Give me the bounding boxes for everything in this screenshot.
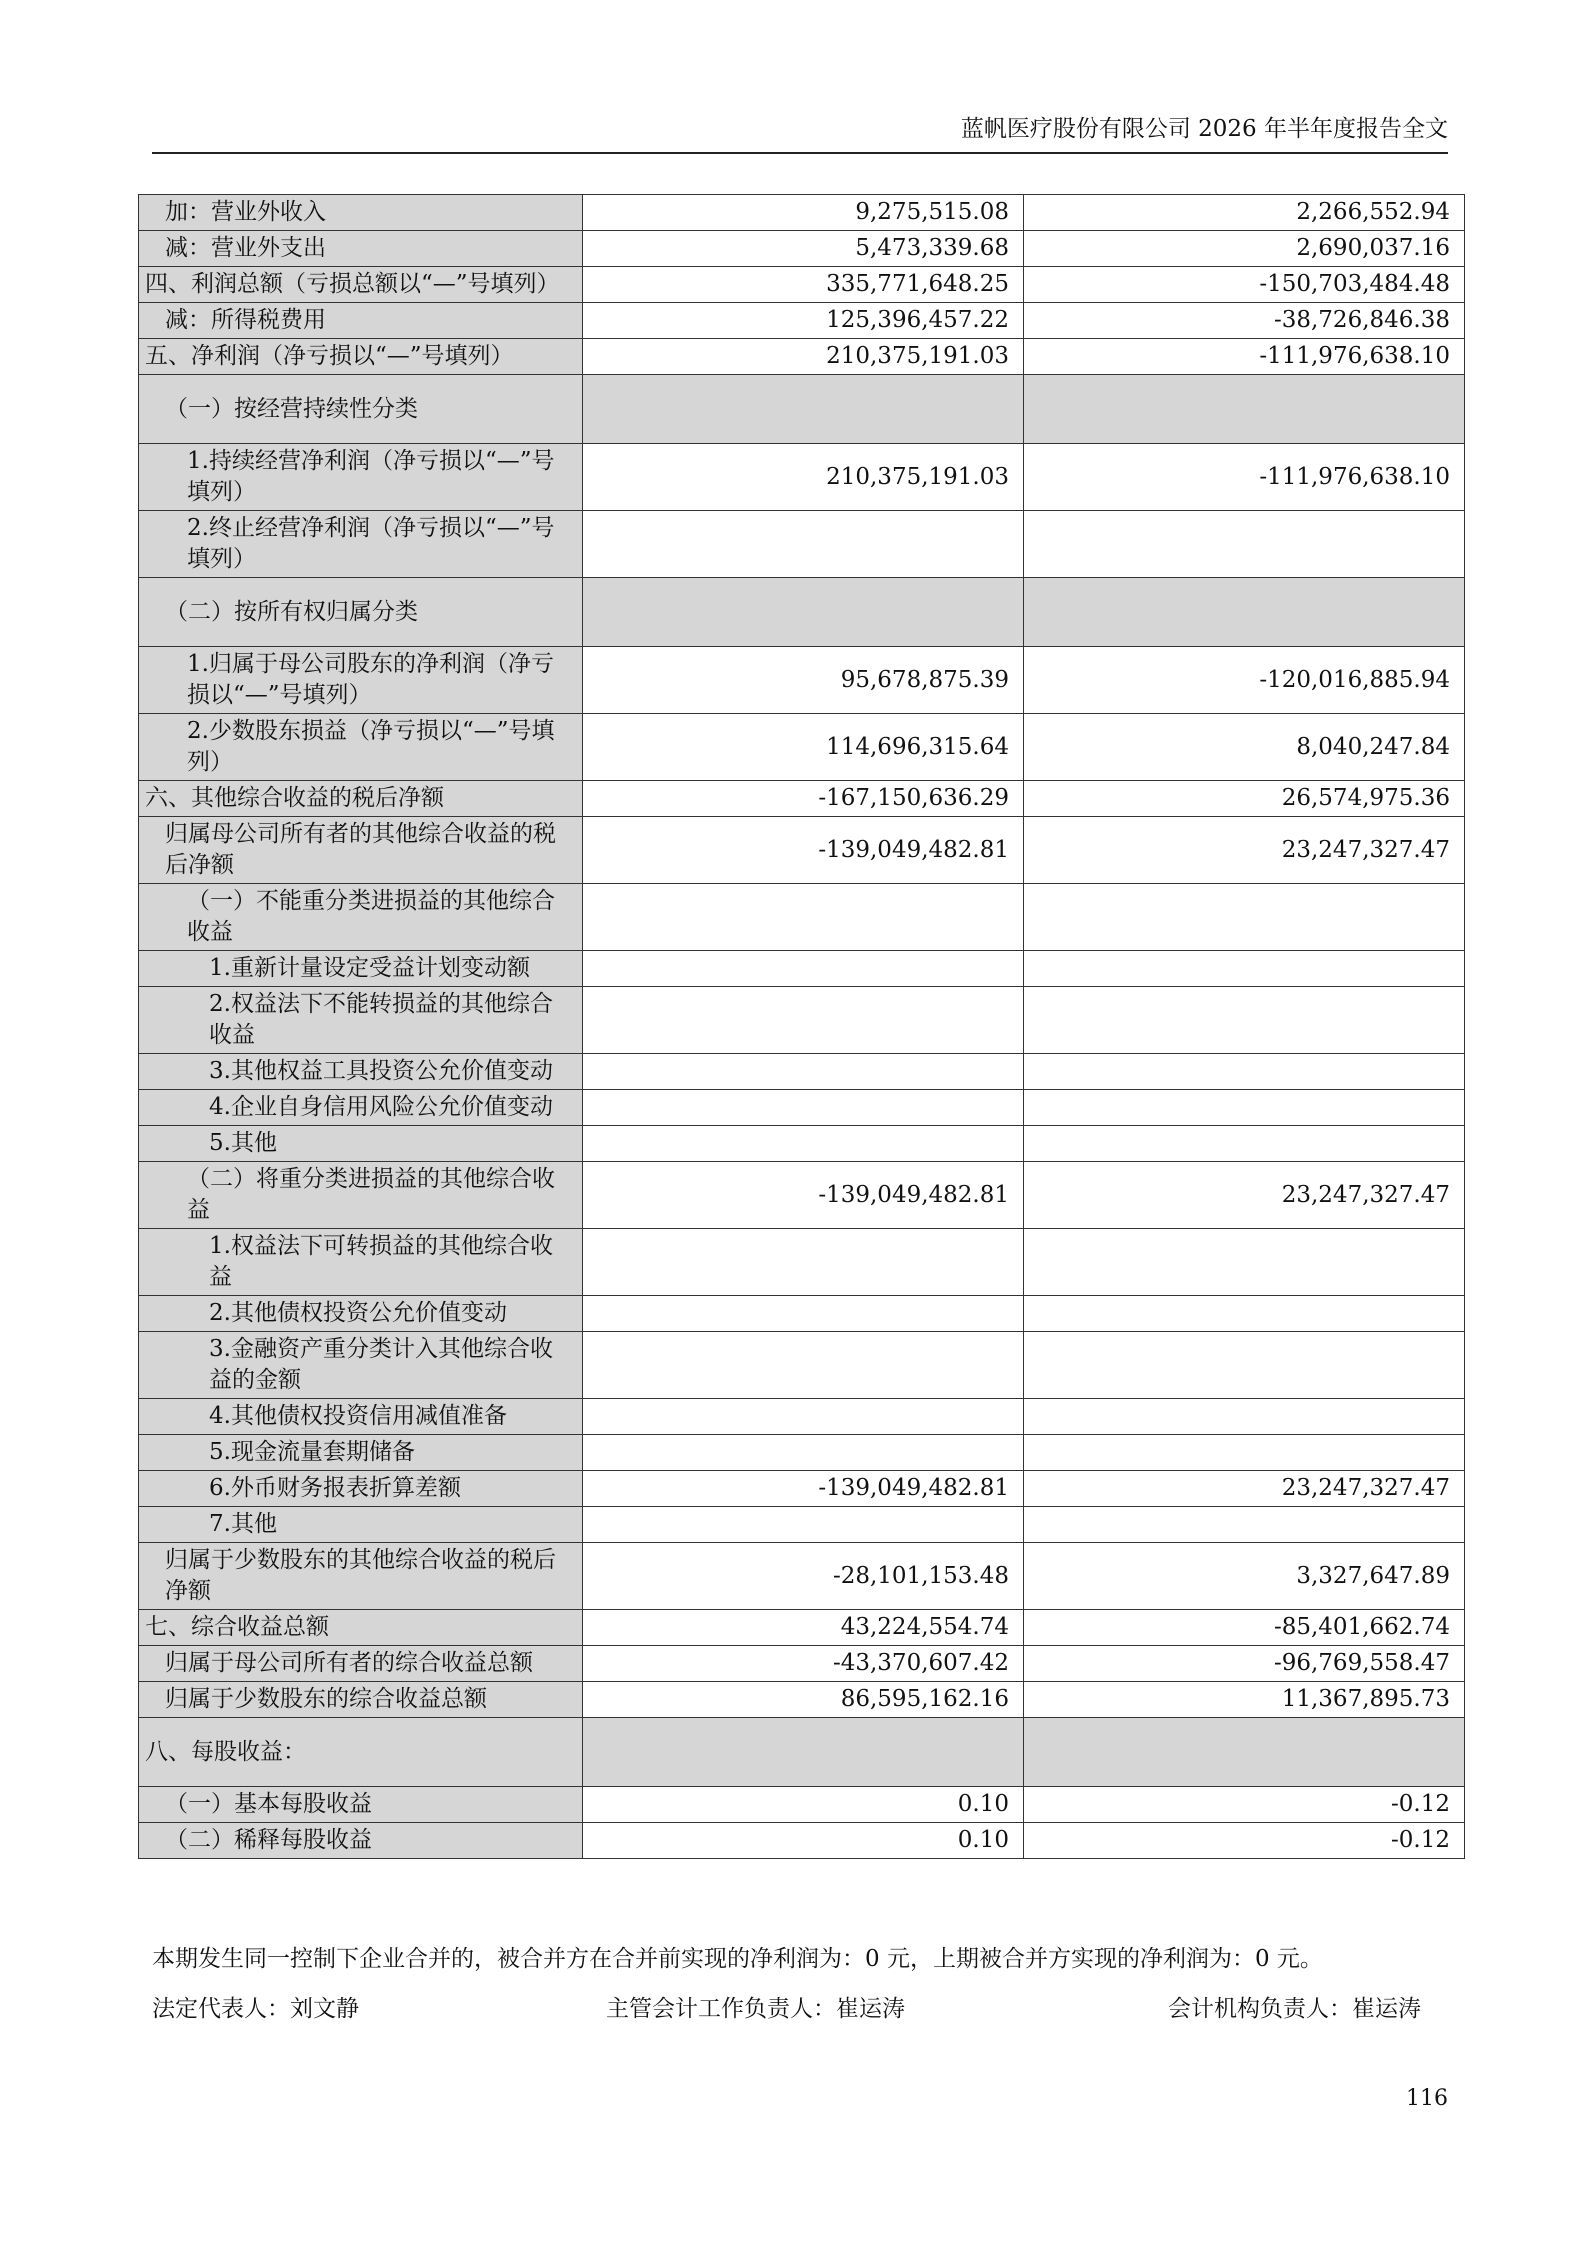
prior-period-value: -111,976,638.10: [1024, 444, 1465, 511]
current-period-value: 0.10: [583, 1787, 1024, 1823]
current-period-value: 5,473,339.68: [583, 231, 1024, 267]
row-label: 1.重新计量设定受益计划变动额: [139, 951, 583, 987]
table-row: [139, 1718, 1465, 1787]
current-period-value: 0.10: [583, 1823, 1024, 1859]
table-row: [139, 1332, 1465, 1399]
current-period-value: [583, 1718, 1024, 1787]
table-row: [139, 339, 1465, 375]
current-period-value: -28,101,153.48: [583, 1543, 1024, 1610]
table-row: [139, 817, 1465, 884]
current-period-value: 86,595,162.16: [583, 1682, 1024, 1718]
current-period-value: -139,049,482.81: [583, 1162, 1024, 1229]
table-row: [139, 1229, 1465, 1296]
table-row: [139, 195, 1465, 231]
row-label: 七、综合收益总额: [139, 1610, 583, 1646]
prior-period-value: 2,266,552.94: [1024, 195, 1465, 231]
row-label: 5.其他: [139, 1126, 583, 1162]
current-period-value: -139,049,482.81: [583, 817, 1024, 884]
current-period-value: -167,150,636.29: [583, 781, 1024, 817]
current-period-value: [583, 1296, 1024, 1332]
current-period-value: [583, 1126, 1024, 1162]
row-label: （一）按经营持续性分类: [139, 375, 583, 444]
table-row: [139, 714, 1465, 781]
current-period-value: 335,771,648.25: [583, 267, 1024, 303]
prior-period-value: 3,327,647.89: [1024, 1543, 1465, 1610]
prior-period-value: [1024, 884, 1465, 951]
accounting-dept-head: 会计机构负责人：崔运涛: [1168, 1996, 1421, 2022]
table-row: [139, 231, 1465, 267]
row-label: 五、净利润（净亏损以“—”号填列）: [139, 339, 583, 375]
prior-period-value: [1024, 1718, 1465, 1787]
current-period-value: [583, 511, 1024, 578]
current-period-value: -43,370,607.42: [583, 1646, 1024, 1682]
table-row: [139, 1682, 1465, 1718]
row-label: 归属于少数股东的综合收益总额: [139, 1682, 583, 1718]
row-label: 八、每股收益：: [139, 1718, 583, 1787]
prior-period-value: [1024, 1229, 1465, 1296]
prior-period-value: [1024, 511, 1465, 578]
merger-note: 本期发生同一控制下企业合并的，被合并方在合并前实现的净利润为：0 元，上期被合并方实现的净利润为：0 元。: [152, 1946, 1323, 1972]
prior-period-value: -0.12: [1024, 1823, 1465, 1859]
table-row: [139, 987, 1465, 1054]
table-row: [139, 1646, 1465, 1682]
row-label: 4.企业自身信用风险公允价值变动: [139, 1090, 583, 1126]
row-label: （一）基本每股收益: [139, 1787, 583, 1823]
prior-period-value: [1024, 375, 1465, 444]
prior-period-value: -96,769,558.47: [1024, 1646, 1465, 1682]
table-row: [139, 1296, 1465, 1332]
table-row: [139, 1471, 1465, 1507]
row-label: 归属母公司所有者的其他综合收益的税后净额: [139, 817, 583, 884]
income-statement-table: [138, 194, 1465, 1859]
row-label: 1.权益法下可转损益的其他综合收益: [139, 1229, 583, 1296]
row-label: 四、利润总额（亏损总额以“—”号填列）: [139, 267, 583, 303]
table-row: [139, 1823, 1465, 1859]
row-label: 加：营业外收入: [139, 195, 583, 231]
prior-period-value: 23,247,327.47: [1024, 1471, 1465, 1507]
table-row: [139, 1435, 1465, 1471]
table-row: [139, 267, 1465, 303]
prior-period-value: [1024, 1090, 1465, 1126]
current-period-value: 125,396,457.22: [583, 303, 1024, 339]
current-period-value: [583, 1229, 1024, 1296]
row-label: （二）将重分类进损益的其他综合收益: [139, 1162, 583, 1229]
row-label: 5.现金流量套期储备: [139, 1435, 583, 1471]
row-label: 归属于少数股东的其他综合收益的税后净额: [139, 1543, 583, 1610]
row-label: 2.终止经营净利润（净亏损以“—”号填列）: [139, 511, 583, 578]
accounting-work-head: 主管会计工作负责人：崔运涛: [606, 1996, 905, 2022]
table-row: [139, 1090, 1465, 1126]
row-label: 2.少数股东损益（净亏损以“—”号填列）: [139, 714, 583, 781]
row-label: 2.其他债权投资公允价值变动: [139, 1296, 583, 1332]
row-label: 六、其他综合收益的税后净额: [139, 781, 583, 817]
prior-period-value: 26,574,975.36: [1024, 781, 1465, 817]
prior-period-value: -150,703,484.48: [1024, 267, 1465, 303]
page-number: 116: [1406, 2086, 1448, 2111]
current-period-value: [583, 1054, 1024, 1090]
row-label: 7.其他: [139, 1507, 583, 1543]
prior-period-value: -38,726,846.38: [1024, 303, 1465, 339]
table-row: [139, 951, 1465, 987]
table-row: [139, 1054, 1465, 1090]
table-row: [139, 781, 1465, 817]
report-header-title: 蓝帆医疗股份有限公司 2026 年半年度报告全文: [960, 116, 1448, 142]
current-period-value: [583, 1435, 1024, 1471]
table-row: [139, 511, 1465, 578]
table-row: [139, 1610, 1465, 1646]
row-label: 1.持续经营净利润（净亏损以“—”号填列）: [139, 444, 583, 511]
prior-period-value: 8,040,247.84: [1024, 714, 1465, 781]
current-period-value: [583, 578, 1024, 647]
row-label: 1.归属于母公司股东的净利润（净亏损以“—”号填列）: [139, 647, 583, 714]
current-period-value: 95,678,875.39: [583, 647, 1024, 714]
current-period-value: [583, 375, 1024, 444]
table-row: [139, 1126, 1465, 1162]
prior-period-value: [1024, 987, 1465, 1054]
prior-period-value: [1024, 1332, 1465, 1399]
row-label: 6.外币财务报表折算差额: [139, 1471, 583, 1507]
row-label: 归属于母公司所有者的综合收益总额: [139, 1646, 583, 1682]
prior-period-value: 11,367,895.73: [1024, 1682, 1465, 1718]
current-period-value: [583, 951, 1024, 987]
row-label: （一）不能重分类进损益的其他综合收益: [139, 884, 583, 951]
table-row: [139, 1787, 1465, 1823]
header-divider: [152, 152, 1448, 154]
prior-period-value: [1024, 1054, 1465, 1090]
current-period-value: 210,375,191.03: [583, 444, 1024, 511]
prior-period-value: 23,247,327.47: [1024, 1162, 1465, 1229]
current-period-value: -139,049,482.81: [583, 1471, 1024, 1507]
current-period-value: 43,224,554.74: [583, 1610, 1024, 1646]
current-period-value: [583, 1090, 1024, 1126]
table-row: [139, 884, 1465, 951]
row-label: 减：所得税费用: [139, 303, 583, 339]
prior-period-value: [1024, 1399, 1465, 1435]
row-label: 3.其他权益工具投资公允价值变动: [139, 1054, 583, 1090]
prior-period-value: [1024, 1126, 1465, 1162]
prior-period-value: 2,690,037.16: [1024, 231, 1465, 267]
current-period-value: [583, 1507, 1024, 1543]
current-period-value: [583, 884, 1024, 951]
table-row: [139, 375, 1465, 444]
prior-period-value: -0.12: [1024, 1787, 1465, 1823]
current-period-value: 210,375,191.03: [583, 339, 1024, 375]
row-label: 减：营业外支出: [139, 231, 583, 267]
row-label: 4.其他债权投资信用减值准备: [139, 1399, 583, 1435]
table-row: [139, 647, 1465, 714]
legal-representative: 法定代表人：刘文静: [152, 1996, 359, 2022]
table-row: [139, 1507, 1465, 1543]
table-row: [139, 444, 1465, 511]
current-period-value: [583, 1399, 1024, 1435]
table-row: [139, 1162, 1465, 1229]
table-row: [139, 1399, 1465, 1435]
prior-period-value: -111,976,638.10: [1024, 339, 1465, 375]
table-row: [139, 578, 1465, 647]
prior-period-value: 23,247,327.47: [1024, 817, 1465, 884]
prior-period-value: [1024, 1507, 1465, 1543]
current-period-value: 9,275,515.08: [583, 195, 1024, 231]
prior-period-value: -120,016,885.94: [1024, 647, 1465, 714]
prior-period-value: -85,401,662.74: [1024, 1610, 1465, 1646]
prior-period-value: [1024, 951, 1465, 987]
row-label: 3.金融资产重分类计入其他综合收益的金额: [139, 1332, 583, 1399]
current-period-value: 114,696,315.64: [583, 714, 1024, 781]
prior-period-value: [1024, 1435, 1465, 1471]
prior-period-value: [1024, 578, 1465, 647]
row-label: （二）按所有权归属分类: [139, 578, 583, 647]
table-row: [139, 303, 1465, 339]
prior-period-value: [1024, 1296, 1465, 1332]
row-label: 2.权益法下不能转损益的其他综合收益: [139, 987, 583, 1054]
table-row: [139, 1543, 1465, 1610]
current-period-value: [583, 987, 1024, 1054]
current-period-value: [583, 1332, 1024, 1399]
row-label: （二）稀释每股收益: [139, 1823, 583, 1859]
